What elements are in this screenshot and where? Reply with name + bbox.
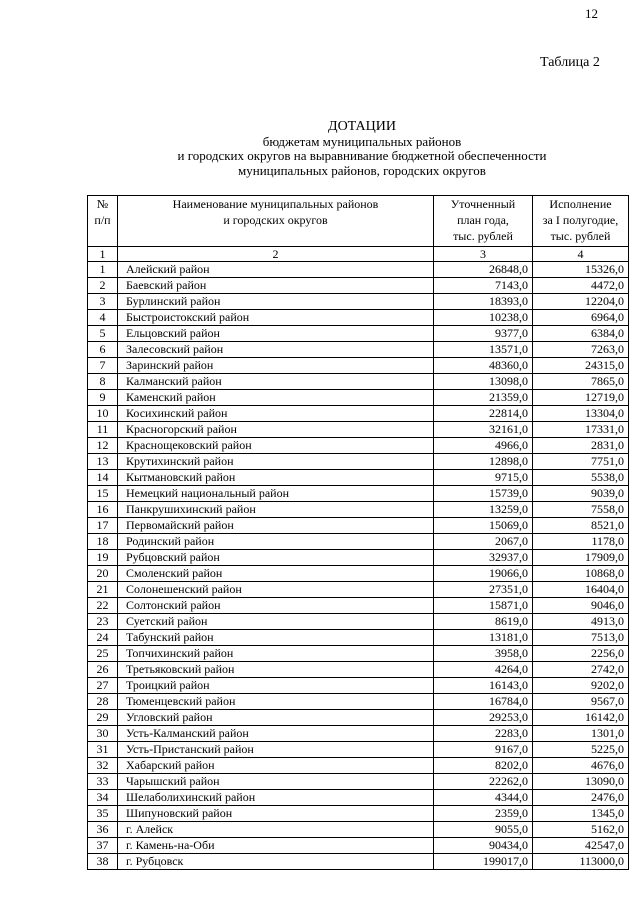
table-row [88,726,629,742]
exec-value: 12204,0 [533,294,629,310]
table-row [88,374,629,390]
table-row [88,550,629,566]
exec-value: 13090,0 [533,774,629,790]
exec-value: 24315,0 [533,358,629,374]
table-row [88,710,629,726]
row-number: 2 [88,278,118,294]
district-name: Алейский район [118,262,434,278]
table-row [88,598,629,614]
plan-value: 2283,0 [434,726,533,742]
exec-value: 9046,0 [533,598,629,614]
district-name: Рубцовский район [118,550,434,566]
table-row [88,534,629,550]
district-name: Угловский район [118,710,434,726]
row-number: 22 [88,598,118,614]
plan-value: 13181,0 [434,630,533,646]
column-number: 4 [533,247,629,262]
exec-value: 9567,0 [533,694,629,710]
district-name: Быстроистокский район [118,310,434,326]
plan-value: 2067,0 [434,534,533,550]
plan-value: 9167,0 [434,742,533,758]
exec-value: 5225,0 [533,742,629,758]
exec-value: 7558,0 [533,502,629,518]
exec-value: 10868,0 [533,566,629,582]
exec-value: 17909,0 [533,550,629,566]
table-row [88,262,629,278]
plan-value: 27351,0 [434,582,533,598]
district-name: г. Камень-на-Оби [118,838,434,854]
plan-value: 19066,0 [434,566,533,582]
table-label: Таблица 2 [540,55,600,70]
plan-value: 48360,0 [434,358,533,374]
subsidies-table [87,195,629,870]
district-name: Топчихинский район [118,646,434,662]
row-number: 23 [88,614,118,630]
table-row [88,854,629,870]
plan-value: 2359,0 [434,806,533,822]
row-number: 12 [88,438,118,454]
plan-value: 4264,0 [434,662,533,678]
plan-value: 15871,0 [434,598,533,614]
column-number: 3 [434,247,533,262]
header-num: № п/п [88,196,118,247]
exec-value: 9039,0 [533,486,629,502]
row-number: 13 [88,454,118,470]
table-row [88,630,629,646]
row-number: 11 [88,422,118,438]
page-number: 12 [585,6,598,21]
row-number: 19 [88,550,118,566]
row-number: 20 [88,566,118,582]
row-number: 7 [88,358,118,374]
plan-value: 12898,0 [434,454,533,470]
row-number: 35 [88,806,118,822]
table-row [88,614,629,630]
row-number: 15 [88,486,118,502]
row-number: 4 [88,310,118,326]
district-name: Кытмановский район [118,470,434,486]
table-row [88,518,629,534]
row-number: 31 [88,742,118,758]
plan-value: 22262,0 [434,774,533,790]
district-name: Шелаболихинский район [118,790,434,806]
district-name: Немецкий национальный район [118,486,434,502]
district-name: Каменский район [118,390,434,406]
title-line: и городских округов на выравнивание бюджетной обеспеченности [177,148,547,163]
table-row [88,662,629,678]
row-number: 36 [88,822,118,838]
plan-value: 9377,0 [434,326,533,342]
table-row [88,294,629,310]
plan-value: 4966,0 [434,438,533,454]
table-row [88,566,629,582]
table-row [88,582,629,598]
row-number: 30 [88,726,118,742]
row-number: 27 [88,678,118,694]
exec-value: 6964,0 [533,310,629,326]
exec-value: 15326,0 [533,262,629,278]
table-row [88,278,629,294]
exec-value: 4472,0 [533,278,629,294]
title-line: муниципальных районов, городских округов [238,162,486,178]
district-name: Залесовский район [118,342,434,358]
district-name: Калманский район [118,374,434,390]
row-number: 6 [88,342,118,358]
document-title [100,120,624,178]
exec-value: 113000,0 [533,854,629,870]
plan-value: 13259,0 [434,502,533,518]
district-name: Красногорский район [118,422,434,438]
title-heading: ДОТАЦИИ [328,119,396,134]
district-name: Заринский район [118,358,434,374]
table-row [88,838,629,854]
row-number: 17 [88,518,118,534]
row-number: 34 [88,790,118,806]
plan-value: 90434,0 [434,838,533,854]
district-name: Косихинский район [118,406,434,422]
header-name: Наименование муниципальных районов и городских округов [118,196,434,247]
district-name: Панкрушихинский район [118,502,434,518]
district-name: Чарышский район [118,774,434,790]
district-name: Крутихинский район [118,454,434,470]
exec-value: 1345,0 [533,806,629,822]
plan-value: 7143,0 [434,278,533,294]
row-number: 25 [88,646,118,662]
table-row [88,822,629,838]
row-number: 26 [88,662,118,678]
row-number: 8 [88,374,118,390]
district-name: Краснощековский район [118,438,434,454]
exec-value: 16142,0 [533,710,629,726]
plan-value: 16784,0 [434,694,533,710]
district-name: Шипуновский район [118,806,434,822]
exec-value: 7865,0 [533,374,629,390]
district-name: г. Рубцовск [118,854,434,870]
row-number: 10 [88,406,118,422]
district-name: Третьяковский район [118,662,434,678]
row-number: 33 [88,774,118,790]
table-row [88,406,629,422]
exec-value: 5538,0 [533,470,629,486]
exec-value: 12719,0 [533,390,629,406]
row-number: 9 [88,390,118,406]
row-number: 14 [88,470,118,486]
district-name: Усть-Калманский район [118,726,434,742]
district-name: Суетский район [118,614,434,630]
plan-value: 199017,0 [434,854,533,870]
column-numbers-row [88,247,629,262]
table-row [88,758,629,774]
district-name: Ельцовский район [118,326,434,342]
plan-value: 15739,0 [434,486,533,502]
district-name: Бурлинский район [118,294,434,310]
plan-value: 8619,0 [434,614,533,630]
table-row [88,774,629,790]
exec-value: 17331,0 [533,422,629,438]
column-number: 2 [118,247,434,262]
row-number: 37 [88,838,118,854]
row-number: 3 [88,294,118,310]
table-row [88,454,629,470]
exec-value: 7751,0 [533,454,629,470]
row-number: 21 [88,582,118,598]
exec-value: 1301,0 [533,726,629,742]
table-row [88,806,629,822]
table-body [88,262,629,870]
plan-value: 26848,0 [434,262,533,278]
table-row [88,438,629,454]
district-name: Смоленский район [118,566,434,582]
district-name: Первомайский район [118,518,434,534]
exec-value: 4913,0 [533,614,629,630]
exec-value: 2831,0 [533,438,629,454]
row-number: 29 [88,710,118,726]
plan-value: 10238,0 [434,310,533,326]
row-number: 16 [88,502,118,518]
exec-value: 2476,0 [533,790,629,806]
plan-value: 13571,0 [434,342,533,358]
table-row [88,310,629,326]
table-row [88,326,629,342]
exec-value: 16404,0 [533,582,629,598]
exec-value: 4676,0 [533,758,629,774]
table-row [88,390,629,406]
exec-value: 9202,0 [533,678,629,694]
table-row [88,678,629,694]
row-number: 1 [88,262,118,278]
plan-value: 18393,0 [434,294,533,310]
plan-value: 16143,0 [434,678,533,694]
plan-value: 29253,0 [434,710,533,726]
exec-value: 2256,0 [533,646,629,662]
plan-value: 22814,0 [434,406,533,422]
district-name: Хабарский район [118,758,434,774]
district-name: Усть-Пристанский район [118,742,434,758]
exec-value: 1178,0 [533,534,629,550]
exec-value: 2742,0 [533,662,629,678]
district-name: г. Алейск [118,822,434,838]
table-row [88,486,629,502]
table-row [88,342,629,358]
district-name: Баевский район [118,278,434,294]
row-number: 28 [88,694,118,710]
row-number: 32 [88,758,118,774]
district-name: Солонешенский район [118,582,434,598]
plan-value: 32937,0 [434,550,533,566]
plan-value: 9715,0 [434,470,533,486]
plan-value: 8202,0 [434,758,533,774]
table-row [88,422,629,438]
plan-value: 3958,0 [434,646,533,662]
district-name: Солтонский район [118,598,434,614]
district-name: Табунский район [118,630,434,646]
plan-value: 21359,0 [434,390,533,406]
exec-value: 42547,0 [533,838,629,854]
exec-value: 8521,0 [533,518,629,534]
row-number: 18 [88,534,118,550]
table-row [88,470,629,486]
row-number: 24 [88,630,118,646]
plan-value: 13098,0 [434,374,533,390]
plan-value: 32161,0 [434,422,533,438]
plan-value: 15069,0 [434,518,533,534]
header-exec: Исполнение за I полугодие, тыс. рублей [533,196,629,247]
table-row [88,790,629,806]
row-number: 5 [88,326,118,342]
district-name: Тюменцевский район [118,694,434,710]
header-plan: Уточненный план года, тыс. рублей [434,196,533,247]
plan-value: 9055,0 [434,822,533,838]
title-line: бюджетам муниципальных районов [262,133,462,149]
exec-value: 7513,0 [533,630,629,646]
exec-value: 7263,0 [533,342,629,358]
plan-value: 4344,0 [434,790,533,806]
table-row [88,502,629,518]
column-number: 1 [88,247,118,262]
exec-value: 13304,0 [533,406,629,422]
table-row [88,358,629,374]
table-row [88,742,629,758]
exec-value: 6384,0 [533,326,629,342]
table-row [88,694,629,710]
district-name: Троицкий район [118,678,434,694]
district-name: Родинский район [118,534,434,550]
row-number: 38 [88,854,118,870]
exec-value: 5162,0 [533,822,629,838]
table-row [88,646,629,662]
